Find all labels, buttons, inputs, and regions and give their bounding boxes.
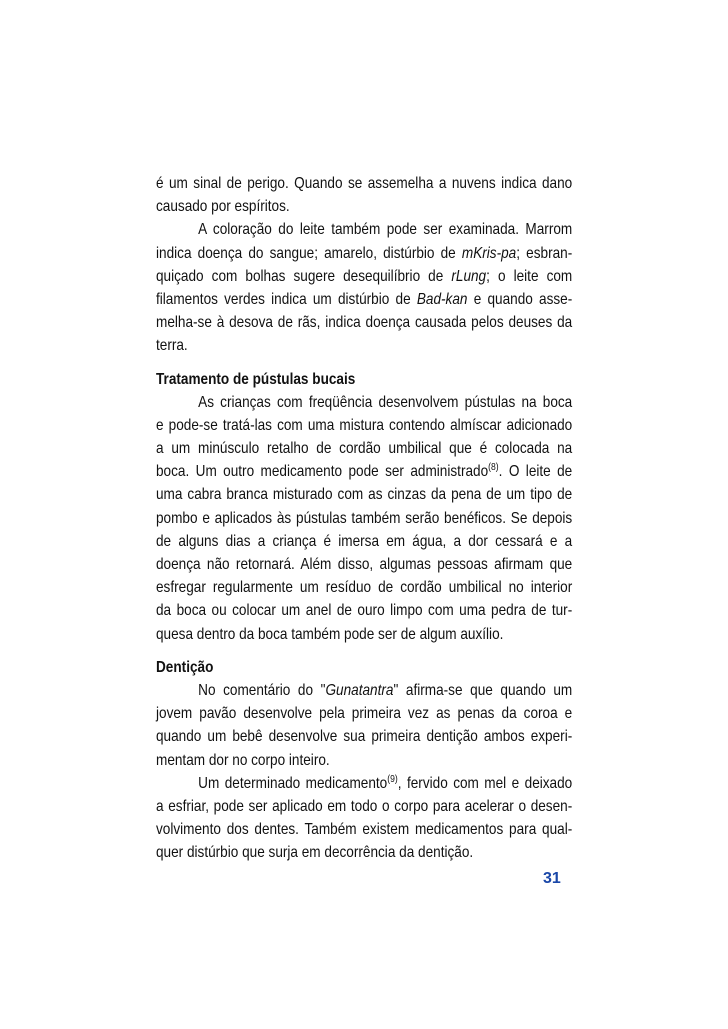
paragraph-milk-color xyxy=(156,218,572,357)
paragraph-omen xyxy=(156,172,572,218)
page-body xyxy=(156,172,572,864)
text-line: da boca ou colocar um anel de ouro limpo com uma pedra de tur- xyxy=(156,602,573,620)
text-line: Um determinado medicamento$^{(9)}$, fervido com mel e deixado xyxy=(198,773,573,792)
text-line: pombo e aplicados às pústulas também serão benéficos. Se depois xyxy=(156,509,573,527)
text-line: causado por espíritos. xyxy=(156,198,290,216)
section-mouth-pustules xyxy=(156,368,572,646)
emphasis-term: Bad-kan xyxy=(416,290,468,308)
text-line: indica doença do sangue; amarelo, distúrbio de mKris-pa; esbran- xyxy=(156,244,573,262)
text-line: mentam dor no corpo inteiro. xyxy=(156,751,330,769)
footnote-ref: (9) xyxy=(387,773,398,785)
emphasis-term: rLung xyxy=(451,267,487,285)
text-line: jovem pavão desenvolve pela primeira vez as penas da coroa e xyxy=(156,705,573,723)
text-line: de alguns dias a criança é imersa em água, a dor cessará e a xyxy=(156,532,573,550)
text-line: quesa dentro da boca também pode ser de algum auxílio. xyxy=(156,625,504,643)
text-line: terra. xyxy=(156,337,188,355)
text-line: quando um bebê desenvolve sua primeira dentição ambos experi- xyxy=(156,728,573,746)
text-line: doença não retornará. Além disso, algumas pessoas afirmam que xyxy=(156,556,573,573)
text-line: quiçado com bolhas sugere desequilíbrio de rLung; o leite com xyxy=(156,267,573,285)
text-line: quer distúrbio que surja em decorrência da dentição. xyxy=(156,844,474,862)
text-line: uma cabra branca misturado com as cinzas da pena de um tipo de xyxy=(156,486,573,504)
section-heading: Dentição xyxy=(156,658,214,676)
footnote-ref: (8) xyxy=(488,462,499,474)
text-line: A coloração do leite também pode ser examinada. Marrom xyxy=(198,221,573,239)
emphasis-term: mKris-pa xyxy=(461,244,517,262)
section-teething xyxy=(156,656,572,865)
emphasis-term: Gunatantra xyxy=(325,681,394,699)
text-line: e pode-se tratá-las com uma mistura contendo almíscar adicionado xyxy=(156,416,573,434)
section-heading: Tratamento de pústulas bucais xyxy=(156,370,356,388)
text-line: filamentos verdes indica um distúrbio de Bad-kan e quando asse- xyxy=(156,290,573,308)
page-number: 31 xyxy=(543,870,561,887)
text-line: a um minúsculo retalho de cordão umbilical que é colocada na xyxy=(156,440,573,458)
text-line: No comentário do "Gunatantra" afirma-se que quando um xyxy=(198,681,573,699)
text-line: a esfriar, pode ser aplicado em todo o corpo para acelerar o desen- xyxy=(156,797,573,815)
text-line: volvimento dos dentes. Também existem medicamentos para qual- xyxy=(156,821,573,839)
text-line: melha-se à desova de rãs, indica doença causada pelos deuses da xyxy=(156,314,573,332)
text-line: boca. Um outro medicamento pode ser administrado$^{(8)}$. O leite de xyxy=(156,462,573,481)
text-line: é um sinal de perigo. Quando se assemelha a nuvens indica dano xyxy=(156,175,573,192)
text-line: As crianças com freqüência desenvolvem pústulas na boca xyxy=(198,393,573,411)
text-line: esfregar regularmente um resíduo de cordão umbilical no interior xyxy=(156,579,573,597)
